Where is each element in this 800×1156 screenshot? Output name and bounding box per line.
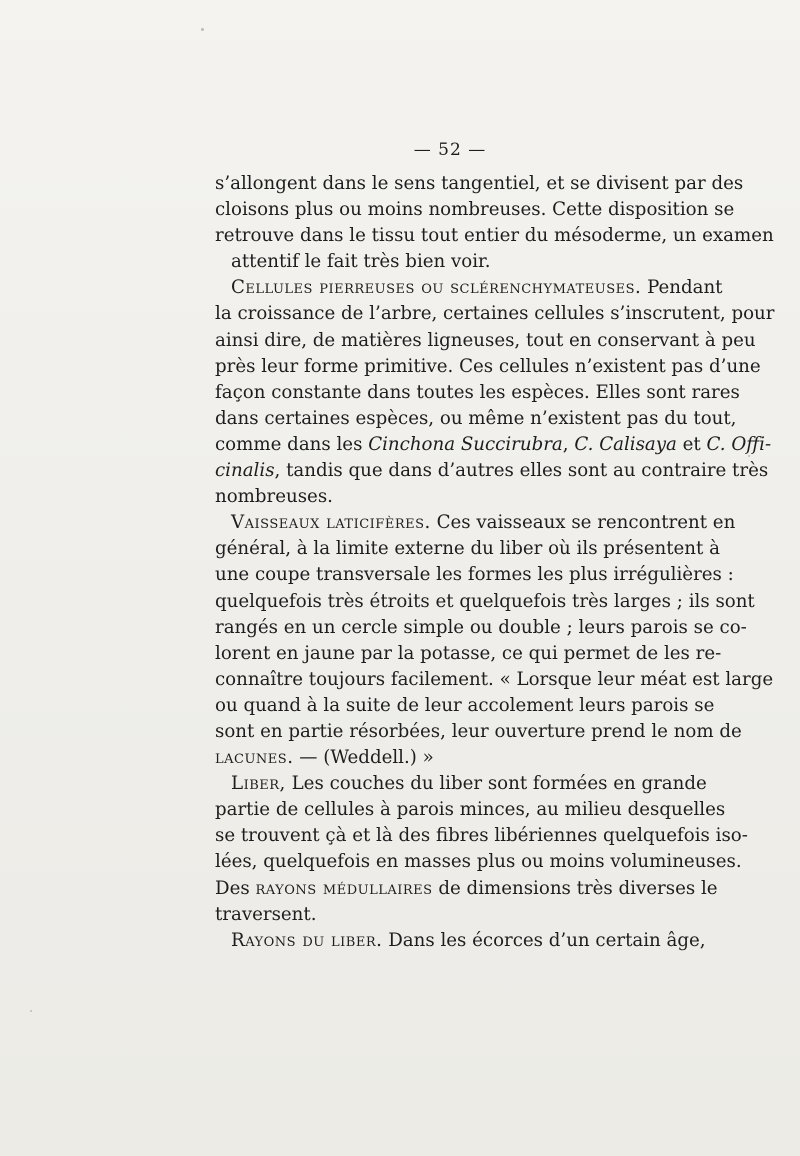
text-line: ou quand à la suite de leur accolement leurs parois se [215,694,715,716]
paper-speck [30,1010,32,1012]
text-line: ainsi dire, de matières ligneuses, tout en conservant à peu [215,329,756,351]
term-lacunes: lacunes. [215,747,294,769]
text-line: lées, quelquefois en masses plus ou moins volumineuses. [215,851,742,873]
text-line [215,510,736,536]
body-text [215,171,775,954]
text-line: dans certaines espèces, ou même n’existent pas du tout, [215,407,737,429]
text-run: , tandis que dans d’autres elles sont au contraire très [274,460,769,482]
paragraph [215,771,748,928]
text-run: Pendant [641,277,723,299]
text-run: de dimensions très diverses le [432,877,718,899]
text-line: sont en partie résorbées, leur ouverture prend le nom de [215,720,742,742]
text-line: façon constante dans toutes les espèces. Elles sont rares [215,381,740,403]
text-line: traversent. [215,903,317,925]
text-run: — (Weddell.) » [293,747,434,769]
text-line: cloisons plus ou moins nombreuses. Cette disposition se [215,199,735,221]
text-line [215,432,772,458]
text-line [215,458,769,484]
paper-speck [201,28,204,31]
text-line: partie de cellules à parois minces, au milieu desquelles [215,799,726,821]
species-name: cinalis [215,460,275,482]
text-run: comme dans les [215,433,369,455]
section-heading: Vaisseaux laticifères. [231,512,431,534]
text-line [215,275,723,301]
text-line [215,928,706,954]
section-heading: Cellules pierreuses ou sclérenchymateuses. [231,277,642,299]
text-line: se trouvent çà et là des fibres libériennes quelquefois iso- [215,825,748,847]
species-name: C. Offi- [706,433,772,455]
paper-speck [748,455,750,457]
text-run: , [562,433,575,455]
text-line [215,876,718,902]
paragraph [215,928,706,954]
page-number: — 52 — [413,140,487,160]
paragraph [215,275,775,510]
text-line: rangés en un cercle simple ou double ; leurs parois se co- [215,616,747,638]
section-heading: Liber, [231,773,286,795]
paragraph [215,510,774,771]
text-line: la croissance de l’arbre, certaines cellules s’inscrutent, pour [215,303,775,325]
text-run: Ces vaisseaux se rencontrent en [430,512,736,534]
term-rayons-medullaires: rayons médullaires [255,877,433,899]
text-run: et [676,433,707,455]
text-line [215,771,707,797]
species-name: Cinchona Succirubra [368,433,563,455]
text-line [215,745,699,771]
text-line: nombreuses. [215,486,333,508]
text-run: Des [215,877,256,899]
species-name: C. Calisaya [574,433,677,455]
text-line: quelquefois très étroits et quelquefois très larges ; ils sont [215,590,755,612]
text-line: près leur forme primitive. Ces cellules n’existent pas d’une [215,355,761,377]
text-line: attentif le fait très bien voir. [231,251,491,273]
section-heading: Rayons du liber. [231,929,383,951]
text-line: général, à la limite externe du liber où ils présentent à [215,538,720,560]
text-run: Dans les écorces d’un certain âge, [382,929,706,951]
text-line: lorent en jaune par la potasse, ce qui permet de les re- [215,642,722,664]
text-line: connaître toujours facilement. « Lorsque leur méat est large [215,668,774,690]
text-run: Les couches du liber sont formées en grande [285,773,707,795]
paragraph [215,171,774,275]
text-line: une coupe transversale les formes les plus irrégulières : [215,564,734,586]
text-line: s’allongent dans le sens tangentiel, et se divisent par des [215,173,744,194]
text-line: retrouve dans le tissu tout entier du mésoderme, un examen [215,225,774,247]
